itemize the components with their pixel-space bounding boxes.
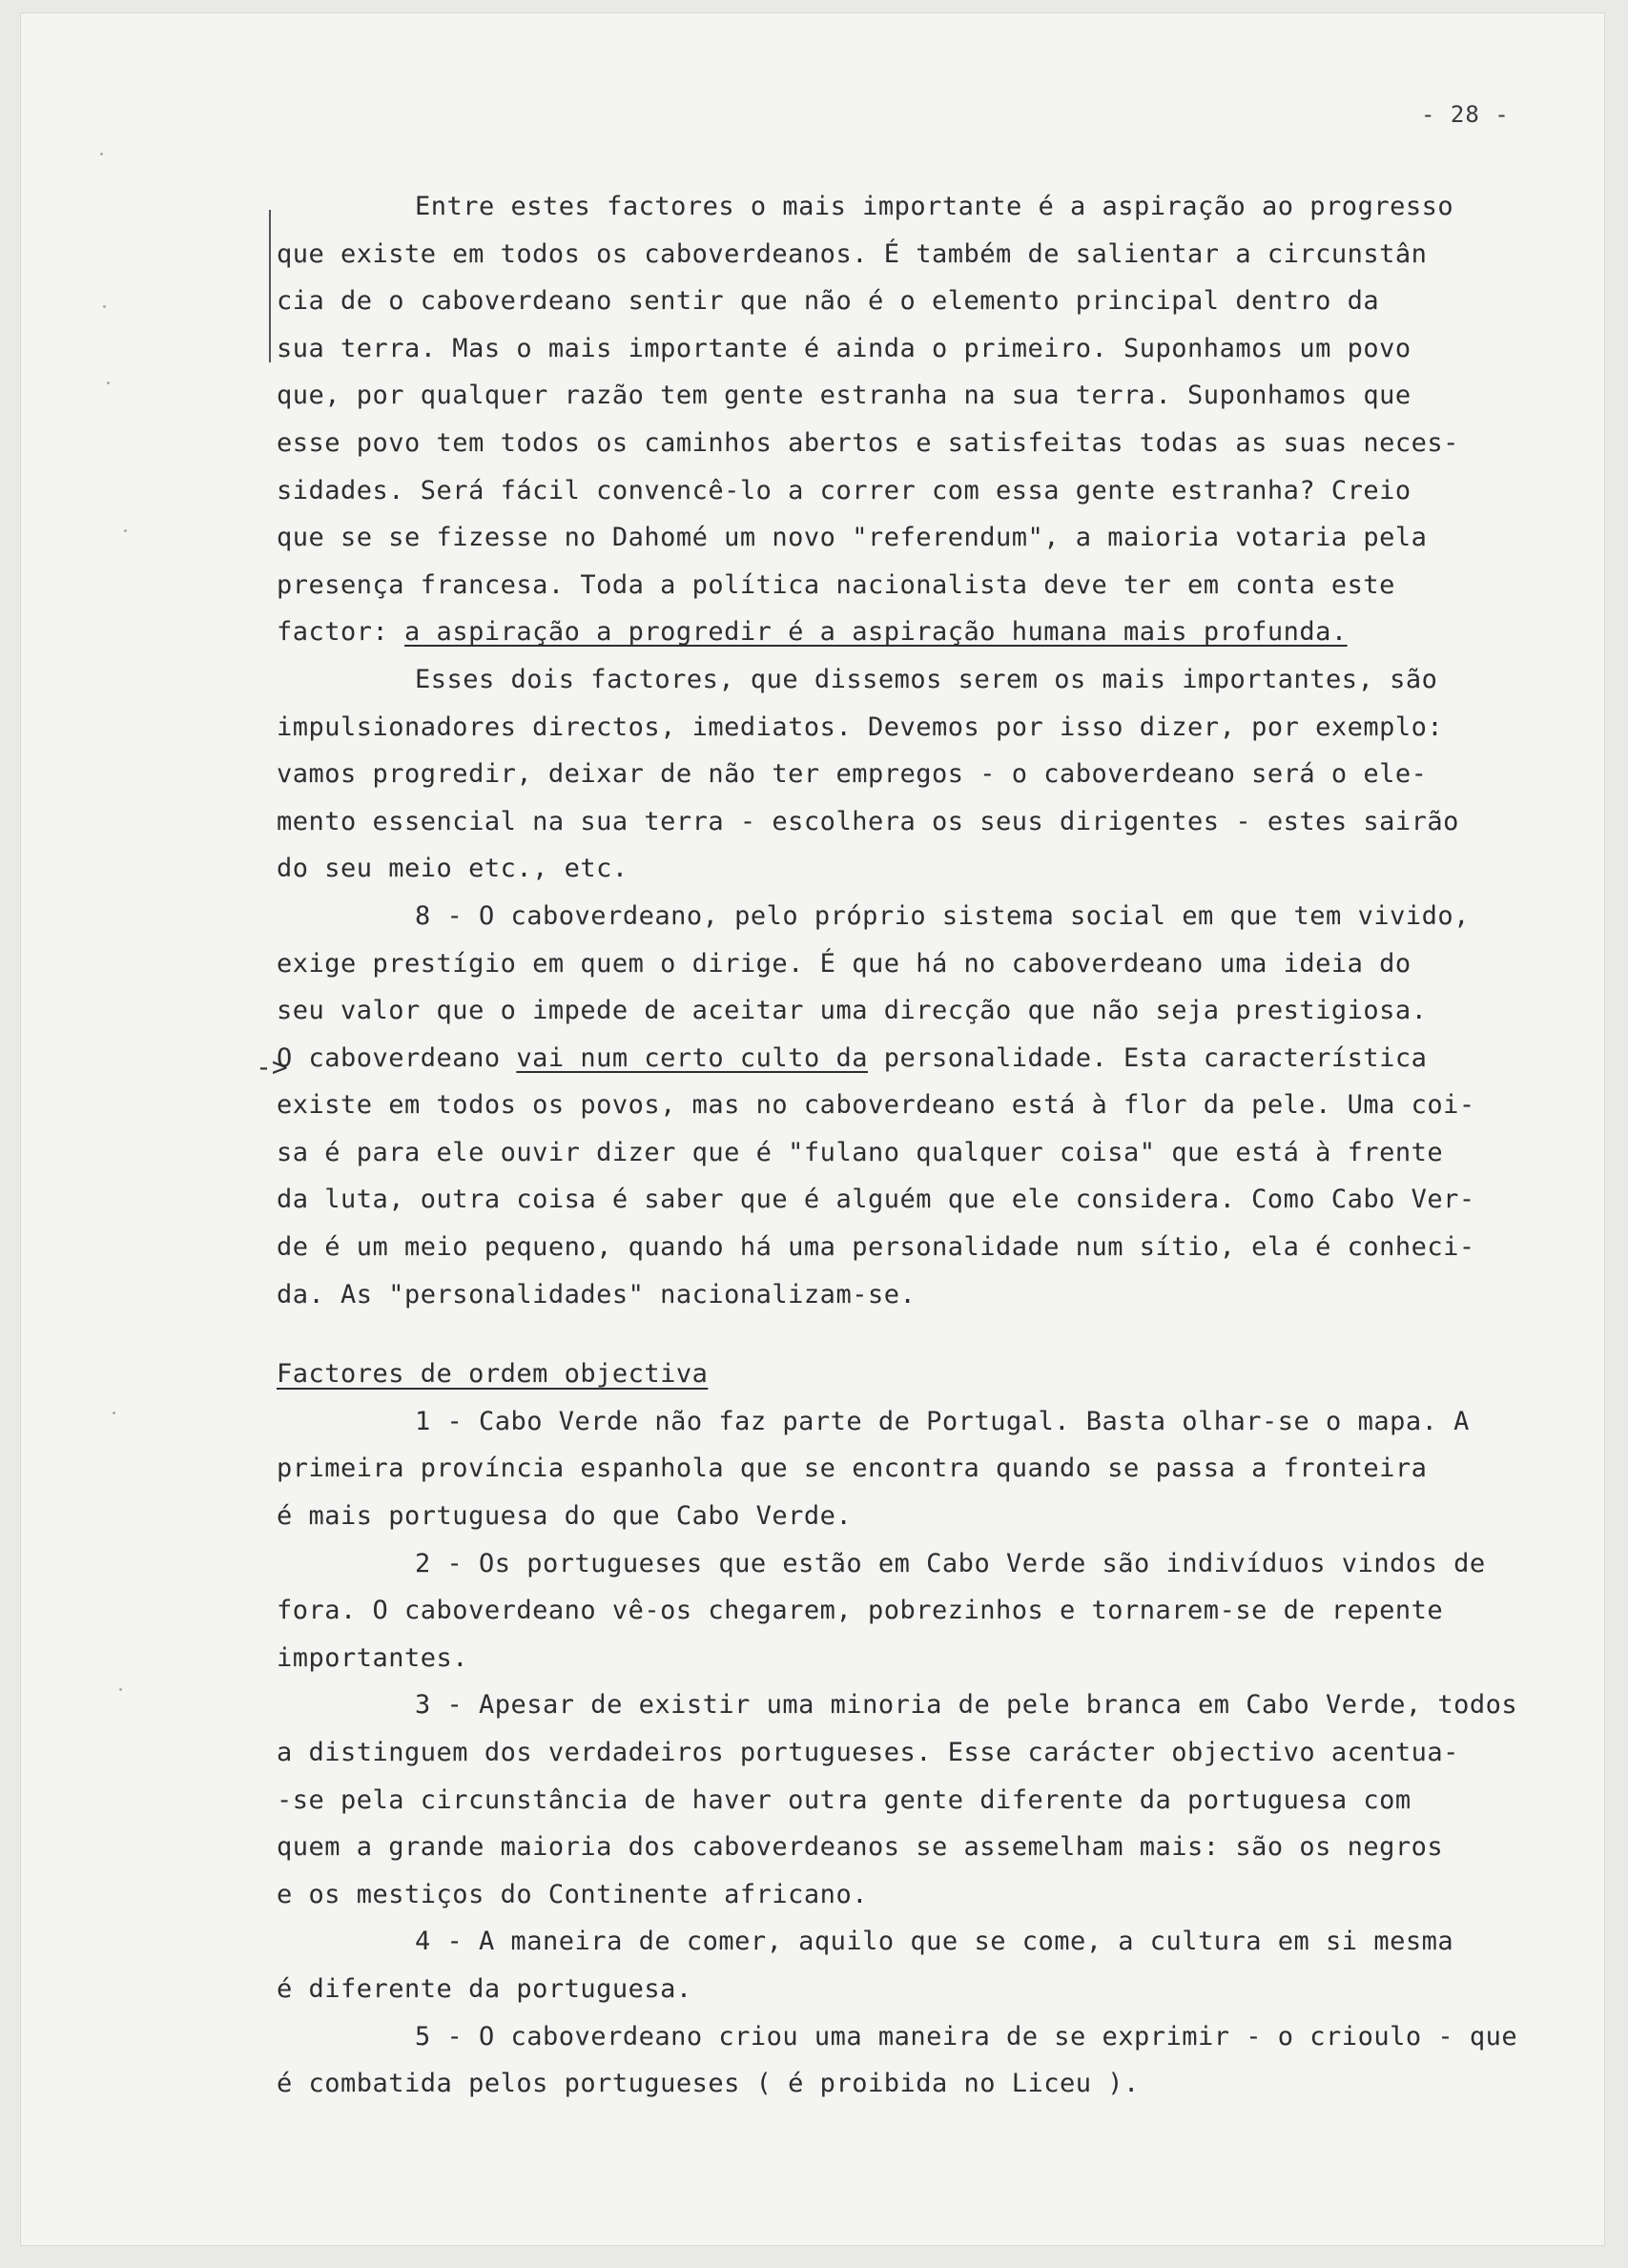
text-line: que existe em todos os caboverdeanos. É também de salientar a circunstân bbox=[277, 238, 1428, 269]
text-line: que, por qualquer razão tem gente estranha na sua terra. Suponhamos que bbox=[277, 381, 1412, 411]
text-line: 3 - Apesar de existir uma minoria de pele branca em Cabo Verde, todos bbox=[415, 1690, 1518, 1721]
text-line: é combatida pelos portugueses ( é proibida no Liceu ). bbox=[277, 2069, 1140, 2099]
text-line: a distinguem dos verdadeiros portugueses. Esse carácter objectivo acentua- bbox=[277, 1738, 1459, 1767]
text-line: fora. O caboverdeano vê-os chegarem, pobrezinhos e tornarem-se de repente bbox=[277, 1596, 1444, 1626]
paper-speck bbox=[103, 305, 106, 308]
text-line: é mais portuguesa do que Cabo Verde. bbox=[277, 1501, 853, 1532]
page-number: - 28 - bbox=[1421, 101, 1510, 128]
underlined-emphasis: a aspiração a progredir é a aspiração humana mais profunda. bbox=[404, 617, 1348, 648]
text-line: impulsionadores directos, imediatos. Devemos por isso dizer, por exemplo: bbox=[277, 711, 1444, 742]
document-body bbox=[277, 183, 1574, 2108]
text-line: seu valor que o impede de aceitar uma direcção que não seja prestigiosa. bbox=[277, 996, 1428, 1026]
margin-bar-mark bbox=[269, 210, 271, 362]
text-line: vamos progredir, deixar de não ter empregos - o caboverdeano será o ele- bbox=[277, 759, 1428, 790]
text-line: 5 - O caboverdeano criou uma maneira de se exprimir - o crioulo - que bbox=[415, 2021, 1518, 2052]
paper-speck bbox=[100, 153, 103, 155]
text-line: presença francesa. Toda a política nacionalista deve ter em conta este bbox=[277, 569, 1395, 600]
section-gap bbox=[277, 1318, 1574, 1350]
text-fragment: O caboverdeano bbox=[277, 1042, 517, 1073]
text-line: que se se fizesse no Dahomé um novo "referendum", a maioria votaria pela bbox=[277, 523, 1428, 553]
text-line: sidades. Será fácil convencê-lo a correr com essa gente estranha? Creio bbox=[277, 475, 1412, 505]
paper-speck bbox=[113, 1412, 115, 1414]
text-line: exige prestígio em quem o dirige. É que há no caboverdeano uma ideia do bbox=[277, 948, 1412, 979]
text-line: sua terra. Mas o mais importante é ainda o primeiro. Suponhamos um povo bbox=[277, 333, 1412, 363]
text-line: importantes. bbox=[277, 1642, 469, 1673]
text-line: 4 - A maneira de comer, aquilo que se come, a cultura em si mesma bbox=[415, 1927, 1454, 1957]
text-line: Esses dois factores, que dissemos serem os mais importantes, são bbox=[415, 664, 1438, 694]
text-line: de é um meio pequeno, quando há uma personalidade num sítio, ela é conheci- bbox=[277, 1232, 1475, 1263]
text-line bbox=[277, 608, 1574, 656]
text-line: cia de o caboverdeano sentir que não é o elemento principal dentro da bbox=[277, 286, 1380, 317]
text-line: Entre estes factores o mais importante é a aspiração ao progresso bbox=[415, 192, 1454, 221]
text-fragment: factor: bbox=[277, 617, 405, 648]
text-line: do seu meio etc., etc. bbox=[277, 854, 629, 884]
paper-speck bbox=[119, 1688, 122, 1691]
text-line: 1 - Cabo Verde não faz parte de Portugal. Basta olhar-se o mapa. A bbox=[415, 1406, 1470, 1436]
paper-speck bbox=[107, 381, 110, 384]
text-line: -se pela circunstância de haver outra gente diferente da portuguesa com bbox=[277, 1784, 1412, 1815]
text-line: da luta, outra coisa é saber que é alguém que ele considera. Como Cabo Ver- bbox=[277, 1185, 1475, 1215]
text-line: esse povo tem todos os caminhos abertos e satisfeitas todas as suas neces- bbox=[277, 427, 1459, 458]
text-line: é diferente da portuguesa. bbox=[277, 1973, 692, 2004]
text-line bbox=[277, 1035, 1574, 1082]
text-line: 2 - Os portugueses que estão em Cabo Verde são indivíduos vindos de bbox=[415, 1548, 1486, 1578]
text-line: 8 - O caboverdeano, pelo próprio sistema social em que tem vivido, bbox=[415, 900, 1470, 931]
paper-speck bbox=[124, 529, 127, 532]
text-line: e os mestiços do Continente africano. bbox=[277, 1879, 868, 1909]
text-fragment: personalidade. Esta característica bbox=[867, 1042, 1428, 1073]
text-line: primeira província espanhola que se encontra quando se passa a fronteira bbox=[277, 1454, 1428, 1484]
text-line: quem a grande maioria dos caboverdeanos se assemelham mais: são os negros bbox=[277, 1832, 1444, 1863]
margin-arrow-icon: -> bbox=[256, 1051, 288, 1082]
text-line: mento essencial na sua terra - escolhera os seus dirigentes - estes sairão bbox=[277, 806, 1459, 836]
section-heading bbox=[277, 1350, 1574, 1398]
text-line: da. As "personalidades" nacionalizam-se. bbox=[277, 1279, 917, 1309]
text-line: existe em todos os povos, mas no caboverdeano está à flor da pele. Uma coi- bbox=[277, 1090, 1475, 1121]
text-line: sa é para ele ouvir dizer que é "fulano qualquer coisa" que está à frente bbox=[277, 1137, 1444, 1167]
underlined-emphasis: vai num certo culto da bbox=[516, 1042, 868, 1073]
section-heading-text: Factores de ordem objectiva bbox=[277, 1359, 709, 1390]
